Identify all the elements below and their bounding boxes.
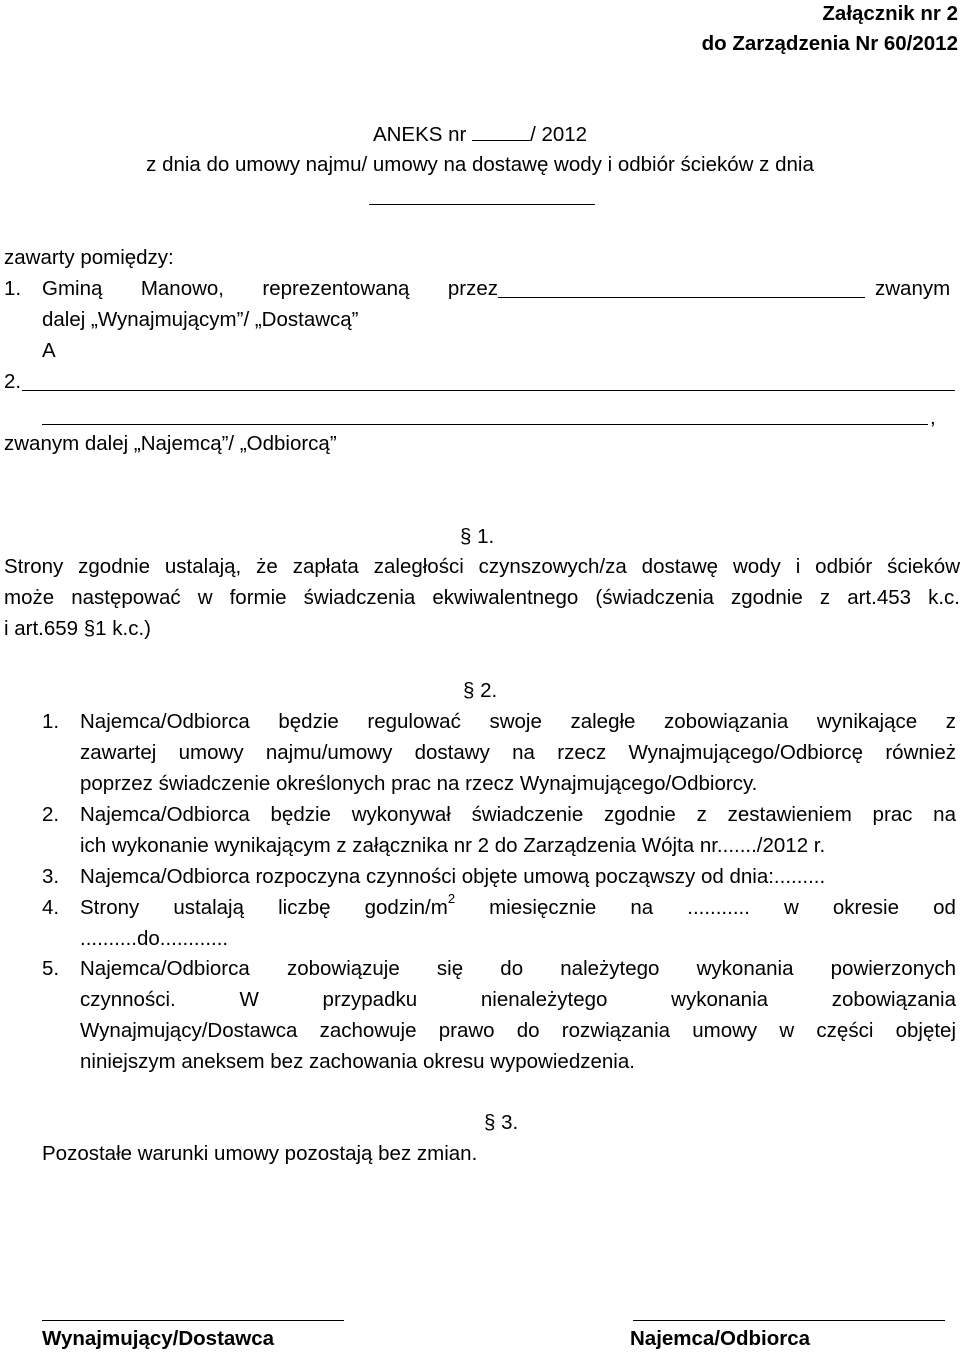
item-5-line-4: niniejszym aneksem bez zachowania okresu wypowiedzenia. — [80, 1050, 635, 1073]
superscript: 2 — [447, 891, 456, 906]
item-1-line-3: poprzez świadczenie określonych prac na rzecz Wynajmującego/Odbiorcy. — [80, 772, 758, 795]
word: w — [784, 896, 799, 919]
annex-title-suffix: / 2012 — [530, 123, 588, 146]
item-1-number: 1. — [42, 710, 60, 733]
unit: godzin/m — [364, 896, 448, 919]
item-1-line-2: zawartej umowy najmu/umowy dostawy na rzecz Wynajmującego/Odbiorcę również — [80, 741, 956, 764]
conjunction-a: A — [42, 339, 56, 362]
section-1-heading: § 1. — [460, 525, 495, 548]
word: reprezentowaną — [262, 277, 410, 300]
unit-with-superscript — [364, 891, 456, 919]
section-2-heading: § 2. — [463, 679, 498, 702]
section-1-line-3: i art.659 §1 k.c.) — [4, 617, 151, 640]
word: Strony — [80, 896, 140, 919]
party-2-comma: , — [930, 406, 936, 429]
item-4-line-1 — [80, 891, 956, 919]
parties-intro: zawarty pomiędzy: — [4, 246, 174, 269]
word: ustalają — [173, 896, 245, 919]
item-4-line-2: ..........do............ — [80, 927, 229, 950]
word: Manowo, — [140, 277, 224, 300]
party-2-role: zwanym dalej „Najemcą”/ „Odbiorcą” — [4, 432, 337, 455]
section-3-heading: § 3. — [484, 1111, 519, 1134]
section-1-line-2: może następować w formie świadczenia ekwiwalentnego (świadczenia zgodnie z art.453 k.c. — [4, 586, 960, 609]
annex-subtitle: z dnia do umowy najmu/ umowy na dostawę wody i odbiór ścieków z dnia — [146, 153, 814, 176]
word: okresie — [832, 896, 899, 919]
item-5-line-3: Wynajmujący/Dostawca zachowuje prawo do rozwiązania umowy w części objętej — [80, 1019, 956, 1042]
attachment-order-ref: do Zarządzenia Nr 60/2012 — [701, 32, 958, 55]
item-2-line-1: Najemca/Odbiorca będzie wykonywał świadczenie zgodnie z zestawieniem prac na — [80, 803, 956, 826]
party-1-role: dalej „Wynajmującym”/ „Dostawcą” — [42, 308, 359, 331]
annex-title — [0, 124, 960, 146]
word: ........... — [687, 896, 750, 919]
word: przez — [447, 277, 498, 300]
attachment-number: Załącznik nr 2 — [822, 2, 958, 25]
representative-blank-line — [498, 297, 865, 298]
party-1-text — [42, 279, 498, 300]
word: na — [630, 896, 654, 919]
item-5-line-1: Najemca/Odbiorca zobowiązuje się do należytego wykonania powierzonych — [80, 957, 956, 980]
item-5-number: 5. — [42, 957, 60, 980]
party-1-zwanym: zwanym — [875, 277, 951, 300]
word: miesięcznie — [489, 896, 597, 919]
annex-number-blank — [472, 124, 530, 141]
section-3-text: Pozostałe warunki umowy pozostają bez zmian. — [42, 1142, 478, 1165]
item-1-line-1: Najemca/Odbiorca będzie regulować swoje zaległe zobowiązania wynikające z — [80, 710, 956, 733]
party-2-blank-line-1 — [22, 390, 955, 391]
word: Gminą — [42, 277, 103, 300]
signature-line-right — [633, 1320, 945, 1321]
item-2-line-2: ich wykonanie wynikającym z załącznika nr 2 do Zarządzenia Wójta nr......./2012 r. — [80, 834, 826, 857]
signature-line-left — [42, 1320, 344, 1321]
party-2-number: 2. — [4, 370, 22, 393]
party-2-blank-line-2 — [42, 424, 928, 425]
item-5-line-2: czynności. W przypadku nienależytego wykonania zobowiązania — [80, 988, 956, 1011]
item-2-number: 2. — [42, 803, 60, 826]
item-4-number: 4. — [42, 896, 60, 919]
word: od — [933, 896, 956, 919]
section-1-line-1: Strony zgodnie ustalają, że zapłata zaległości czynszowych/za dostawę wody i odbiór ścieków — [4, 555, 960, 578]
date-blank-line — [369, 204, 595, 205]
annex-title-prefix: ANEKS nr — [372, 123, 467, 146]
item-3-line-1: Najemca/Odbiorca rozpoczyna czynności objęte umową począwszy od dnia:......... — [80, 865, 826, 888]
signature-label-left: Wynajmujący/Dostawca — [42, 1327, 275, 1350]
item-3-number: 3. — [42, 865, 60, 888]
word: liczbę — [278, 896, 331, 919]
party-1-number: 1. — [4, 277, 22, 300]
signature-label-right: Najemca/Odbiorca — [630, 1327, 811, 1350]
